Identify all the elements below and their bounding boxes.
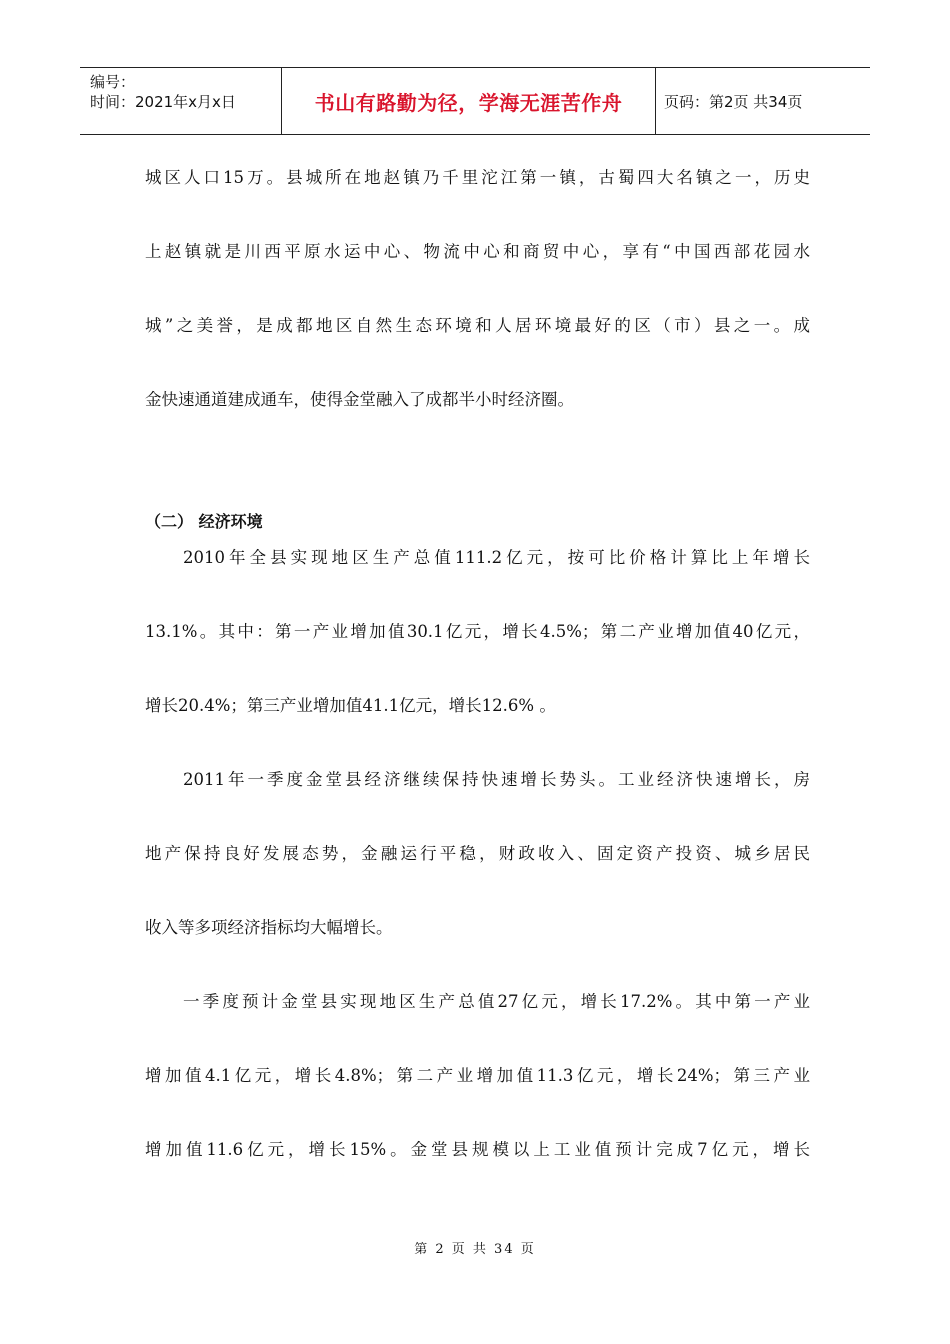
header-motto: 书山有路勤为径，学海无涯苦作舟 — [314, 90, 623, 115]
paragraph-line: 城区人口15万。县城所在地赵镇乃千里沱江第一镇，古蜀四大名镇之一，历史 — [145, 168, 810, 187]
paragraph-line: 地产保持良好发展态势，金融运行平稳，财政收入、固定资产投资、城乡居民 — [145, 844, 810, 863]
section-heading: （二） 经济环境 — [145, 512, 263, 531]
page-header — [80, 67, 870, 135]
document-number-label: 编号： — [90, 73, 136, 91]
header-meta-cell — [80, 68, 282, 134]
paragraph-line: 金快速通道建成通车，使得金堂融入了成都半小时经济圈。 — [145, 390, 574, 409]
paragraph-line: 2010年全县实现地区生产总值111.2亿元，按可比价格计算比上年增长 — [183, 548, 810, 567]
paragraph-line: 一季度预计金堂县实现地区生产总值27亿元，增长17.2%。其中第一产业 — [183, 992, 810, 1011]
page-footer: 第 2 页 共 34 页 — [414, 1242, 536, 1257]
paragraph-line: 城”之美誉，是成都地区自然生态环境和人居环境最好的区（市）县之一。成 — [145, 316, 810, 335]
paragraph-line: 增加值4.1亿元，增长4.8%；第二产业增加值11.3亿元，增长24%；第三产业 — [145, 1066, 810, 1085]
paragraph-line: 增长20.4%；第三产业增加值41.1亿元，增长12.6% 。 — [145, 696, 556, 715]
paragraph-line: 上赵镇就是川西平原水运中心、物流中心和商贸中心，享有“中国西部花园水 — [145, 242, 810, 261]
section-gap — [145, 454, 810, 502]
paragraph-line: 13.1%。其中：第一产业增加值30.1亿元，增长4.5%；第二产业增加值40亿元， — [145, 622, 810, 641]
header-page-cell — [656, 68, 870, 134]
header-motto-cell — [282, 68, 656, 134]
paragraph-line: 增加值11.6亿元，增长15%。金堂县规模以上工业值预计完成7亿元，增长 — [145, 1140, 810, 1159]
paragraph-line: 收入等多项经济指标均大幅增长。 — [145, 918, 393, 937]
header-page-number: 页码：第2页 共34页 — [664, 92, 803, 111]
paragraph-line: 2011年一季度金堂县经济继续保持快速增长势头。工业经济快速增长，房 — [183, 770, 810, 789]
document-body — [145, 158, 810, 1204]
document-date-label: 时间：2021年x月x日 — [90, 93, 236, 111]
